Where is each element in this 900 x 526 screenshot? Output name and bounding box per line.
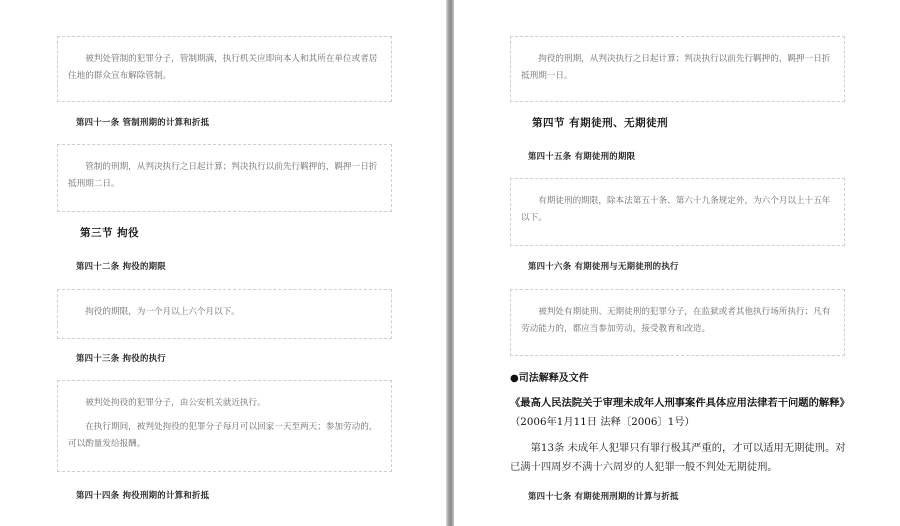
article-heading: 第四十五条 有期徒刑的期限 bbox=[528, 151, 636, 161]
article-heading: 第四十二条 拘役的期限 bbox=[76, 261, 166, 271]
quote-text: 有期徒刑的期限，除本法第五十条、第六十九条规定外，为六个月以上十五年以下。 bbox=[521, 196, 831, 223]
quote-box bbox=[57, 380, 392, 472]
quote-box bbox=[510, 36, 845, 102]
quote-text: 拘役的期限，为一个月以上六个月以下。 bbox=[85, 307, 240, 317]
quote-text: 被判处有期徒刑、无期徒刑的犯罪分子，在监狱或者其他执行场所执行；凡有劳动能力的，都应当参加劳动，接受教育和改造。 bbox=[521, 307, 831, 334]
interpretation-heading: ●司法解释及文件 bbox=[510, 373, 589, 384]
article-heading: 第四十七条 有期徒刑刑期的计算与折抵 bbox=[528, 491, 679, 501]
body-paragraph: 第13条 未成年人犯罪只有罪行极其严重的，才可以适用无期徒刑。对已满十四周岁不满十六周岁的人犯罪一般不判处无期徒刑。 bbox=[510, 442, 846, 473]
section-heading: 第四节 有期徒刑、无期徒刑 bbox=[532, 117, 669, 129]
quote-box bbox=[57, 289, 392, 339]
article-heading: 第四十一条 管制刑期的计算和折抵 bbox=[76, 117, 210, 127]
quote-text: 被判处管制的犯罪分子，管制期满，执行机关应即向本人和其所在单位或者居住地的群众宣布解除管制。 bbox=[68, 54, 378, 81]
quote-box bbox=[510, 178, 845, 246]
article-heading: 第四十三条 拘役的执行 bbox=[76, 353, 166, 363]
document-meta: （2006年1月11日 法释〔2006〕1号） bbox=[510, 416, 695, 428]
quote-box bbox=[57, 144, 392, 212]
left-page bbox=[0, 0, 446, 526]
article-heading: 第四十四条 拘役刑期的计算和折抵 bbox=[76, 490, 210, 500]
quote-box bbox=[57, 36, 392, 102]
page-divider bbox=[446, 0, 454, 526]
section-heading: 第三节 拘役 bbox=[80, 227, 140, 239]
quote-text: 被判处拘役的犯罪分子，由公安机关就近执行。 bbox=[85, 398, 266, 408]
quote-box bbox=[510, 289, 845, 356]
quote-text: 管制的刑期，从判决执行之日起计算；判决执行以前先行羁押的，羁押一日折抵刑期二日。 bbox=[68, 162, 378, 189]
right-page bbox=[454, 0, 900, 526]
document-title: 《最高人民法院关于审理未成年人刑事案件具体应用法律若干问题的解释》 bbox=[510, 397, 850, 409]
article-heading: 第四十六条 有期徒刑与无期徒刑的执行 bbox=[528, 261, 679, 271]
quote-text: 拘役的刑期，从判决执行之日起计算；判决执行以前先行羁押的，羁押一日折抵刑期一日。 bbox=[521, 54, 831, 81]
interpretation-title bbox=[510, 394, 850, 432]
quote-text: 在执行期间，被判处拘役的犯罪分子每月可以回家一天至两天；参加劳动的，可以酌量发给报酬。 bbox=[68, 422, 378, 449]
